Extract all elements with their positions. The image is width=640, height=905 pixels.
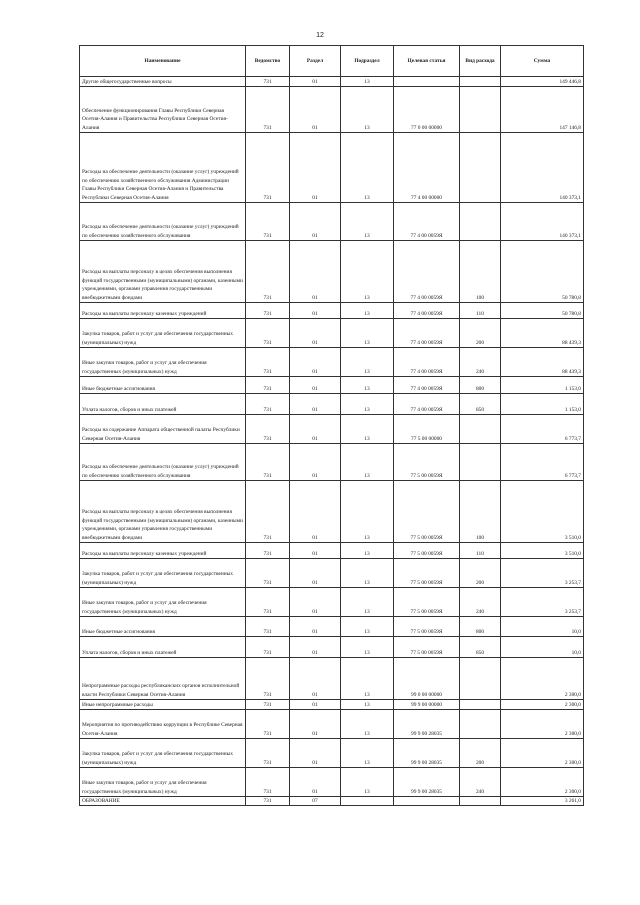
row-sum: 1 153,0 [501, 394, 584, 415]
table-row [80, 797, 584, 806]
row-dept: 731 [246, 203, 290, 241]
row-type [460, 77, 501, 87]
row-type [460, 710, 501, 739]
row-section: 01 [290, 588, 341, 617]
row-sum: 2 300,0 [501, 739, 584, 768]
row-target: 77 4 00 0059Я [394, 348, 460, 377]
row-subsection: 13 [341, 87, 394, 133]
row-type: 100 [460, 481, 501, 543]
row-dept: 731 [246, 739, 290, 768]
row-name: Закупка товаров, работ и услуг для обеспечения государственных (муниципальных) нужд [80, 559, 246, 588]
row-type [460, 797, 501, 806]
row-type: 240 [460, 768, 501, 797]
row-target: 99 9 00 00000 [394, 700, 460, 710]
row-name: Расходы на выплаты персоналу в целях обеспечения выполнения функций государственными (муниципальными) органами, казенными учреждениями, органами управления государственными внебюджетными фондами [80, 241, 246, 303]
row-name: Расходы на обеспечение деятельности (оказание услуг) учреждений по обеспечению хозяйственного обслуживания [80, 203, 246, 241]
row-target: 77 5 00 0059Я [394, 559, 460, 588]
row-name: Непрограммные расходы республиканских органов исполнительной власти Республики Северная Осетия-Алания [80, 658, 246, 700]
row-subsection: 13 [341, 377, 394, 394]
row-subsection: 13 [341, 588, 394, 617]
row-dept: 731 [246, 481, 290, 543]
row-dept: 731 [246, 768, 290, 797]
header-target: Целевая статья [394, 46, 460, 77]
table-row [80, 319, 584, 348]
row-dept: 731 [246, 394, 290, 415]
row-name: Иные бюджетные ассигнования [80, 377, 246, 394]
table-row [80, 87, 584, 133]
table-row [80, 203, 584, 241]
table-row [80, 77, 584, 87]
row-subsection: 13 [341, 133, 394, 203]
table-row [80, 637, 584, 658]
row-type: 200 [460, 559, 501, 588]
row-subsection: 13 [341, 77, 394, 87]
row-sum: 50 780,8 [501, 241, 584, 303]
row-type [460, 700, 501, 710]
row-sum: 6 773,7 [501, 415, 584, 444]
row-sum: 10,0 [501, 617, 584, 637]
row-dept: 731 [246, 319, 290, 348]
table-row [80, 559, 584, 588]
row-name: Иные бюджетные ассигнования [80, 617, 246, 637]
row-dept: 731 [246, 87, 290, 133]
row-name: Уплата налогов, сборов и иных платежей [80, 394, 246, 415]
row-section: 01 [290, 394, 341, 415]
table-row [80, 415, 584, 444]
row-sum: 1 153,0 [501, 377, 584, 394]
row-section: 01 [290, 739, 341, 768]
row-sum: 140 373,1 [501, 203, 584, 241]
row-sum: 3 253,7 [501, 559, 584, 588]
row-section: 01 [290, 415, 341, 444]
row-name: Расходы на выплаты персоналу казенных учреждений [80, 303, 246, 319]
row-type: 110 [460, 303, 501, 319]
header-sum: Сумма [501, 46, 584, 77]
row-sum: 3 261,0 [501, 797, 584, 806]
row-section: 01 [290, 637, 341, 658]
row-target: 77 5 00 0059Я [394, 637, 460, 658]
row-target: 77 0 00 00000 [394, 87, 460, 133]
row-subsection: 13 [341, 710, 394, 739]
row-subsection: 13 [341, 617, 394, 637]
row-dept: 731 [246, 559, 290, 588]
row-subsection: 13 [341, 319, 394, 348]
row-type: 850 [460, 637, 501, 658]
row-name: ОБРАЗОВАНИЕ [80, 797, 246, 806]
row-subsection: 13 [341, 394, 394, 415]
row-subsection: 13 [341, 203, 394, 241]
table-row [80, 377, 584, 394]
row-target [394, 797, 460, 806]
row-sum: 2 300,0 [501, 658, 584, 700]
row-dept: 731 [246, 700, 290, 710]
table-row [80, 241, 584, 303]
row-sum: 3 253,7 [501, 588, 584, 617]
row-sum: 149 446,8 [501, 77, 584, 87]
row-dept: 731 [246, 797, 290, 806]
row-section: 07 [290, 797, 341, 806]
row-type: 240 [460, 588, 501, 617]
row-sum: 2 300,0 [501, 700, 584, 710]
row-name: Обеспечение функционирования Главы Республики Северная Осетия-Алания и Правительства Республики Северная Осетия-Алания [80, 87, 246, 133]
row-type: 800 [460, 377, 501, 394]
row-type: 100 [460, 241, 501, 303]
row-type: 200 [460, 739, 501, 768]
row-dept: 731 [246, 133, 290, 203]
row-sum: 3 510,0 [501, 481, 584, 543]
budget-table [79, 45, 584, 806]
table-row [80, 739, 584, 768]
table-row [80, 394, 584, 415]
row-target: 77 5 00 00000 [394, 415, 460, 444]
row-sum: 88 439,3 [501, 348, 584, 377]
row-section: 01 [290, 700, 341, 710]
row-dept: 731 [246, 617, 290, 637]
row-dept: 731 [246, 658, 290, 700]
row-subsection: 13 [341, 559, 394, 588]
row-target: 77 5 00 0059Я [394, 444, 460, 481]
page-number: 12 [316, 32, 324, 39]
row-name: Закупка товаров, работ и услуг для обеспечения государственных (муниципальных) нужд [80, 739, 246, 768]
row-section: 01 [290, 77, 341, 87]
row-sum: 3 510,0 [501, 543, 584, 559]
row-section: 01 [290, 303, 341, 319]
row-subsection [341, 797, 394, 806]
table-row [80, 710, 584, 739]
table-row [80, 700, 584, 710]
row-target: 77 4 00 0059Я [394, 241, 460, 303]
row-section: 01 [290, 710, 341, 739]
table-row [80, 588, 584, 617]
row-target: 77 5 00 0059Я [394, 617, 460, 637]
row-type [460, 444, 501, 481]
row-type: 200 [460, 319, 501, 348]
row-sum: 2 300,0 [501, 768, 584, 797]
row-type: 240 [460, 348, 501, 377]
row-dept: 731 [246, 444, 290, 481]
row-type: 850 [460, 394, 501, 415]
row-section: 01 [290, 559, 341, 588]
row-subsection: 13 [341, 658, 394, 700]
row-subsection: 13 [341, 348, 394, 377]
row-name: Расходы на обеспечение деятельности (оказание услуг) учреждений по обеспечению хозяйственного обслуживания [80, 444, 246, 481]
header-type: Вид расхода [460, 46, 501, 77]
row-target: 99 0 00 00000 [394, 658, 460, 700]
row-type [460, 415, 501, 444]
row-subsection: 13 [341, 543, 394, 559]
row-type: 110 [460, 543, 501, 559]
row-name: Закупка товаров, работ и услуг для обеспечения государственных (муниципальных) нужд [80, 319, 246, 348]
row-target: 77 5 00 0059Я [394, 481, 460, 543]
row-dept: 731 [246, 543, 290, 559]
row-type [460, 133, 501, 203]
row-section: 01 [290, 481, 341, 543]
row-sum: 147 146,8 [501, 87, 584, 133]
row-subsection: 13 [341, 700, 394, 710]
row-name: Иные закупки товаров, работ и услуг для обеспечения государственных (муниципальных) нужд [80, 768, 246, 797]
row-dept: 731 [246, 241, 290, 303]
header-subsection: Подраздел [341, 46, 394, 77]
row-name: Иные закупки товаров, работ и услуг для обеспечения государственных (муниципальных) нужд [80, 588, 246, 617]
row-type [460, 87, 501, 133]
row-subsection: 13 [341, 241, 394, 303]
row-section: 01 [290, 348, 341, 377]
row-section: 01 [290, 617, 341, 637]
row-subsection: 13 [341, 768, 394, 797]
row-type [460, 658, 501, 700]
row-dept: 731 [246, 77, 290, 87]
row-subsection: 13 [341, 481, 394, 543]
row-target: 77 5 00 0059Я [394, 588, 460, 617]
row-target [394, 77, 460, 87]
table-row [80, 303, 584, 319]
row-subsection: 13 [341, 637, 394, 658]
header-dept: Ведомство [246, 46, 290, 77]
row-sum: 140 373,1 [501, 133, 584, 203]
row-name: Расходы на выплаты персоналу в целях обеспечения выполнения функций государственными (муниципальными) органами, казенными учреждениями, органами управления государственными внебюджетными фондами [80, 481, 246, 543]
row-section: 01 [290, 768, 341, 797]
row-subsection: 13 [341, 739, 394, 768]
row-name: Мероприятия по противодействию коррупции в Республике Северная Осетия-Алания [80, 710, 246, 739]
header-name: Наименование [80, 46, 246, 77]
row-target: 99 9 00 28035 [394, 768, 460, 797]
row-dept: 731 [246, 637, 290, 658]
row-section: 01 [290, 658, 341, 700]
row-section: 01 [290, 444, 341, 481]
row-section: 01 [290, 319, 341, 348]
table-row [80, 133, 584, 203]
row-sum: 50 780,8 [501, 303, 584, 319]
row-name: Иные закупки товаров, работ и услуг для обеспечения государственных (муниципальных) нужд [80, 348, 246, 377]
row-name: Другие общегосударственные вопросы [80, 77, 246, 87]
row-type [460, 203, 501, 241]
table-row [80, 658, 584, 700]
row-subsection: 13 [341, 415, 394, 444]
row-name: Расходы на выплаты персоналу казенных учреждений [80, 543, 246, 559]
row-subsection: 13 [341, 303, 394, 319]
row-target: 99 9 00 28035 [394, 739, 460, 768]
row-sum: 2 300,0 [501, 710, 584, 739]
row-name: Уплата налогов, сборов и иных платежей [80, 637, 246, 658]
row-sum: 6 773,7 [501, 444, 584, 481]
row-section: 01 [290, 203, 341, 241]
row-sum: 88 439,3 [501, 319, 584, 348]
row-name: Расходы на обеспечение деятельности (оказание услуг) учреждений по обеспечению хозяйственного обслуживания Администрации Главы Республики Северная Осетия-Алания и Правительства Республики Северная Осетия-Алания [80, 133, 246, 203]
row-section: 01 [290, 543, 341, 559]
row-target: 77 4 00 0059Я [394, 319, 460, 348]
row-dept: 731 [246, 588, 290, 617]
header-section: Раздел [290, 46, 341, 77]
row-name: Расходы на содержание Аппарата общественной палаты Республики Северная Осетия-Алания [80, 415, 246, 444]
row-target: 77 4 00 00000 [394, 133, 460, 203]
table-row [80, 444, 584, 481]
row-target: 77 4 00 0059Я [394, 394, 460, 415]
table-row [80, 543, 584, 559]
row-dept: 731 [246, 415, 290, 444]
row-type: 800 [460, 617, 501, 637]
row-dept: 731 [246, 377, 290, 394]
row-target: 99 9 00 28035 [394, 710, 460, 739]
table-row [80, 617, 584, 637]
row-target: 77 4 00 0059Я [394, 377, 460, 394]
row-section: 01 [290, 377, 341, 394]
table-row [80, 481, 584, 543]
row-target: 77 4 00 0059Я [394, 303, 460, 319]
row-dept: 731 [246, 303, 290, 319]
row-subsection: 13 [341, 444, 394, 481]
row-sum: 10,0 [501, 637, 584, 658]
row-name: Иные непрограммные расходы [80, 700, 246, 710]
row-section: 01 [290, 133, 341, 203]
table-row [80, 348, 584, 377]
row-dept: 731 [246, 710, 290, 739]
row-target: 77 5 00 0059Я [394, 543, 460, 559]
row-section: 01 [290, 87, 341, 133]
row-dept: 731 [246, 348, 290, 377]
row-section: 01 [290, 241, 341, 303]
row-target: 77 4 00 0059Я [394, 203, 460, 241]
table-header [80, 46, 584, 77]
table-row [80, 768, 584, 797]
